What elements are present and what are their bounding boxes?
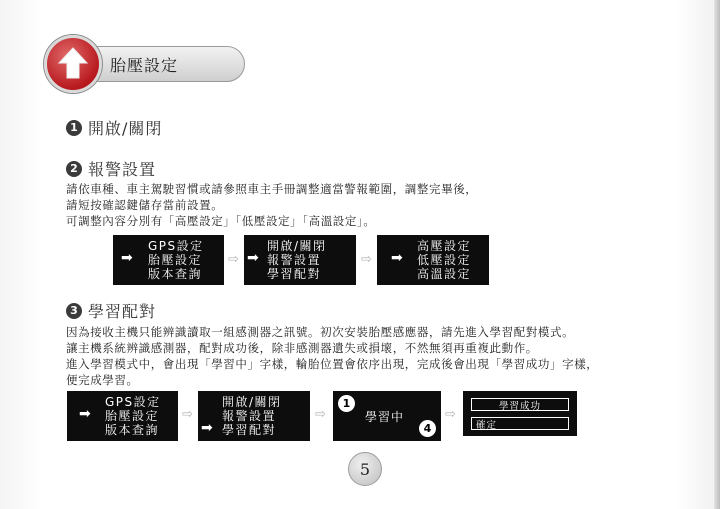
flow-arrow-icon: ⇨ [182,407,193,422]
menu-item: 胎壓設定 [105,409,160,423]
section-number-3: 3 [66,303,82,319]
header-badge [44,35,102,93]
section-number-1: 1 [66,120,82,136]
learn-paragraph-line: 讓主機系統辨識感測器，配對成功後，除非感測器遺失或損壞，不然無須再重複此動作。 [66,341,538,355]
page-title: 胎壓設定 [110,56,179,75]
alarm-paragraph-line: 請依車種、車主駕駛習慣或請參照車主手冊調整適當警報範圍，調整完畢後， [66,182,478,196]
confirm-button[interactable]: 確定 [471,417,569,430]
flow-arrow-icon: ⇨ [361,252,372,267]
menu-item: 版本查詢 [148,267,203,281]
learn-paragraph-line: 便完成學習。 [66,373,139,387]
menu-box-tpms [198,391,310,441]
section-heading-3 [66,299,156,322]
selection-arrow-icon: ➡ [201,420,215,436]
learning-label: 學習中 [365,410,405,424]
alarm-paragraph-line: 請短按確認鍵儲存當前設置。 [66,198,224,212]
selection-arrow-icon: ➡ [121,250,135,266]
menu-item: GPS設定 [148,239,204,253]
menu-item: 開啟/關閉 [267,239,327,253]
section-number-2: 2 [66,161,82,177]
success-title: 學習成功 [471,398,569,411]
menu-box-main [67,391,178,441]
learn-paragraph-line: 進入學習模式中，會出現「學習中」字樣，輪胎位置會依序出現，完成後會出現「學習成功」字樣， [66,357,599,371]
section-title-1: 開啟/關閉 [88,119,163,138]
learn-paragraph-line: 因為接收主機只能辨識讀取一組感測器之訊號。初次安裝胎壓感應器，請先進入學習配對模式。 [66,325,575,339]
menu-item: GPS設定 [105,395,161,409]
section-heading-1 [66,116,162,139]
tire-position-start: 1 [338,395,355,412]
section-title-2: 報警設置 [88,160,157,179]
menu-item: 低壓設定 [417,253,472,267]
menu-item: 高溫設定 [417,267,472,281]
selection-arrow-icon: ➡ [79,406,93,422]
section-title-3: 學習配對 [88,302,157,321]
menu-item: 學習配對 [267,267,322,281]
flow-arrow-icon: ⇨ [228,252,239,267]
menu-item: 高壓設定 [417,239,472,253]
menu-item: 開啟/關閉 [222,395,282,409]
menu-item: 學習配對 [222,423,277,437]
learn-success-dialog [463,391,577,436]
menu-item: 版本查詢 [105,423,160,437]
menu-item: 胎壓設定 [148,253,203,267]
tire-position-end: 4 [419,420,436,437]
menu-item: 報警設置 [222,409,277,423]
up-arrow-icon [57,46,89,82]
menu-box-tpms [244,235,356,285]
menu-box-alarm [377,235,489,285]
menu-item: 報警設置 [267,253,322,267]
flow-arrow-icon: ⇨ [315,407,326,422]
selection-arrow-icon: ➡ [391,250,405,266]
section-heading-2 [66,157,156,180]
alarm-paragraph-line: 可調整內容分別有「高壓設定」「低壓設定」「高溫設定」。 [66,214,376,228]
flow-arrow-icon: ⇨ [445,407,456,422]
page-edge [714,0,720,509]
page-number: 5 [348,452,382,486]
menu-box-main [113,235,224,285]
learning-screen [333,391,441,441]
selection-arrow-icon: ➡ [247,250,261,266]
